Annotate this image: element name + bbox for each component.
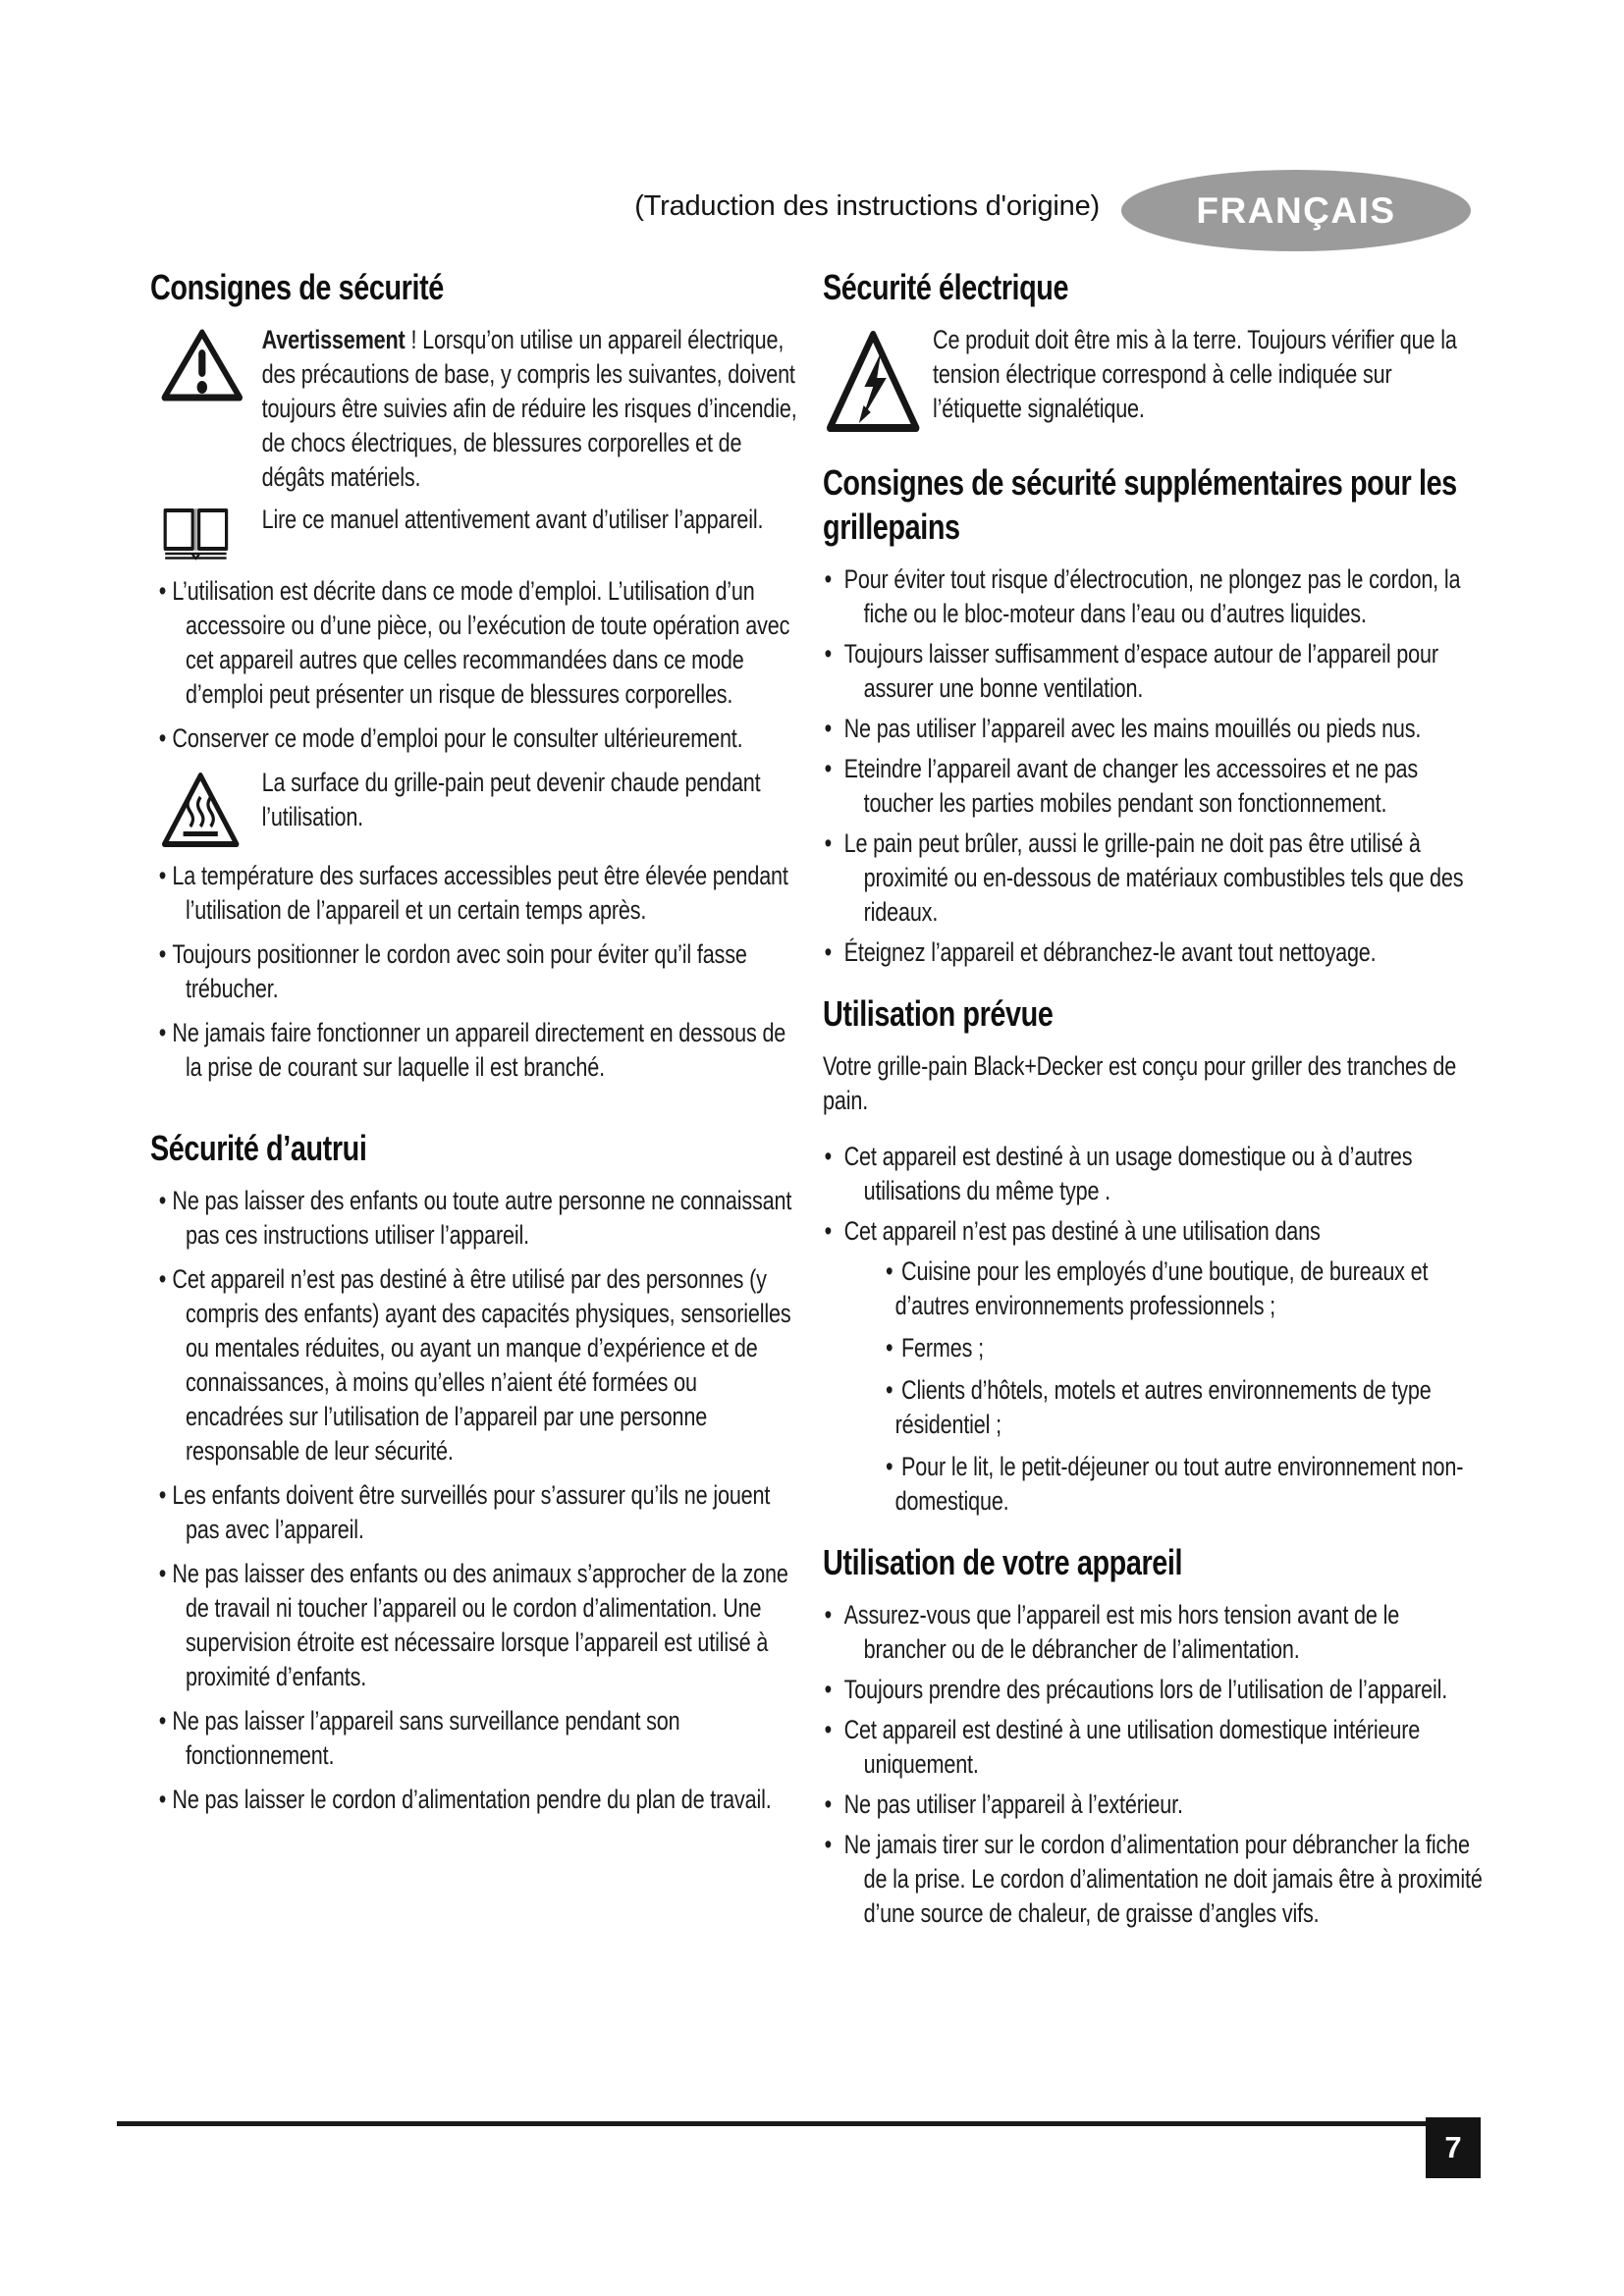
list-item: • Conserver ce mode d’emploi pour le consulter ultérieurement. (150, 721, 798, 756)
list-item: • Ne pas laisser le cordon d’alimentation pendre du plan de travail. (150, 1783, 798, 1817)
non-domestic-environments-list (823, 1255, 1484, 1519)
electrical-hazard-icon (823, 326, 923, 437)
list-item: • Ne pas laisser l’appareil sans surveillance pendant son fonctionnement. (150, 1704, 798, 1773)
section-title-consignes-securite: Consignes de sécurité (150, 267, 444, 307)
section-title-securite-autrui: Sécurité d’autrui (150, 1128, 367, 1168)
list-item: • Ne jamais faire fonctionner un appareil directement en dessous de la prise de courant sur laquelle il est branché. (150, 1016, 798, 1085)
list-item: • Ne jamais tirer sur le cordon d’alimentation pour débrancher la fiche de la prise. Le cordon d’alimentation ne doit jamais être à proximité d’une source de chaleur, de graisse d’angles vifs. (823, 1828, 1484, 1931)
section-title-utilisation-prevue: Utilisation prévue (823, 993, 1054, 1034)
warning-label: Avertissement (261, 325, 406, 354)
intended-use-intro: Votre grille-pain Black+Decker est conçu pour griller des tranches de pain. (823, 1051, 1457, 1115)
list-item: • Éteignez l’appareil et débranchez-le avant tout nettoyage. (823, 935, 1484, 970)
section-title-consignes-grillepains: Consignes de sécurité supplémentaires pour les grillepains (823, 462, 1457, 547)
book-icon-cell (150, 503, 262, 561)
warning-text (262, 323, 798, 495)
list-item: • Assurez-vous que l’appareil est mis hors tension avant de le brancher ou de le débrancher de l’alimentation. (823, 1598, 1484, 1667)
toaster-safety-list (823, 562, 1484, 970)
language-badge (1121, 170, 1471, 251)
others-safety-list (150, 1184, 798, 1817)
electrical-icon-cell (823, 323, 933, 437)
read-manual-block (150, 503, 798, 561)
warning-triangle-icon (159, 326, 245, 404)
page-number: 7 (1444, 2130, 1462, 2164)
list-item: • Eteindre l’appareil avant de changer les accessoires et ne pas toucher les parties mobiles pendant son fonctionnement. (823, 752, 1484, 821)
list-item: • Ne pas laisser des enfants ou toute autre personne ne connaissant pas ces instructions utiliser l’appareil. (150, 1184, 798, 1253)
list-item: • La température des surfaces accessibles peut être élevée pendant l’utilisation de l’appareil et un certain temps après. (150, 859, 798, 928)
list-item: • L’utilisation est décrite dans ce mode d’emploi. L’utilisation d’un accessoire ou d’une pièce, ou l’exécution de toute opération avec cet appareil autres que celles recommandées dans ce mode d’emploi peut présenter un risque de blessures corporelles. (150, 574, 798, 712)
open-book-icon (159, 506, 233, 561)
translation-note: (Traduction des instructions d'origine) (634, 190, 1100, 222)
electrical-safety-block (823, 323, 1484, 437)
list-item: • Clients d’hôtels, motels et autres environnements de type résidentiel ; (823, 1373, 1484, 1442)
list-item: • Cuisine pour les employés d’une boutique, de bureaux et d’autres environnements professionnels ; (823, 1255, 1484, 1323)
right-column (823, 265, 1484, 1937)
warning-body: ! Lorsqu’on utilise un appareil électrique, des précautions de base, y compris les suivantes, doivent toujours être suivies afin de réduire les risques d’incendie, de chocs électriques, de blessures corporelles et de dégâts matériels. (261, 325, 797, 492)
list-item: • Cet appareil n’est pas destiné à être utilisé par des personnes (y compris des enfants) ayant des capacités physiques, sensorielles ou mentales réduites, ou ayant un manque d’expérience et de connaissances, à moins qu’elles n’aient été formées ou encadrées sur l’utilisation de l’appareil par une personne responsable de leur sécurité. (150, 1262, 798, 1468)
warning-icon-cell (150, 323, 262, 404)
section-title-utilisation-appareil: Utilisation de votre appareil (823, 1542, 1183, 1582)
hot-surface-text: La surface du grille-pain peut devenir chaude pendant l’utilisation. (261, 768, 761, 831)
intended-use-list (823, 1140, 1484, 1249)
list-item: • Toujours prendre des précautions lors de l’utilisation de l’appareil. (823, 1673, 1484, 1707)
device-use-list (823, 1598, 1484, 1931)
list-item: • Cet appareil est destiné à une utilisation domestique intérieure uniquement. (823, 1713, 1484, 1782)
language-badge-label: FRANÇAIS (1196, 189, 1396, 231)
list-item: • Ne pas utiliser l’appareil avec les mains mouillés ou pieds nus. (823, 712, 1484, 746)
footer-rule (117, 2121, 1427, 2126)
warning-block (150, 323, 798, 495)
list-item: • Toujours laisser suffisamment d’espace autour de l’appareil pour assurer une bonne ventilation. (823, 637, 1484, 706)
list-item: • Toujours positionner le cordon avec soin pour éviter qu’il fasse trébucher. (150, 937, 798, 1006)
list-item: • Cet appareil n’est pas destiné à une utilisation dans (823, 1214, 1484, 1249)
list-item: • Pour le lit, le petit-déjeuner ou tout autre environnement non-domestique. (823, 1450, 1484, 1519)
list-item: • Ne pas utiliser l’appareil à l’extérieur. (823, 1788, 1484, 1822)
general-safety-list (150, 574, 798, 756)
hot-surface-icon (159, 769, 243, 851)
list-item: • Cet appareil est destiné à un usage domestique ou à d’autres utilisations du même type . (823, 1140, 1484, 1208)
surface-safety-list (150, 859, 798, 1085)
section-title-securite-electrique: Sécurité électrique (823, 267, 1069, 307)
page-number-badge (1426, 2117, 1481, 2178)
electrical-safety-text: Ce produit doit être mis à la terre. Toujours vérifier que la tension électrique correspond à celle indiquée sur l’étiquette signalétique. (933, 325, 1457, 423)
list-item: • Le pain peut brûler, aussi le grille-pain ne doit pas être utilisé à proximité ou en-dessous de matériaux combustibles tels que des rideaux. (823, 827, 1484, 930)
hot-surface-icon-cell (150, 766, 262, 851)
hot-surface-block (150, 766, 798, 851)
left-column (150, 265, 798, 1827)
list-item: • Fermes ; (823, 1331, 1484, 1365)
read-manual-text: Lire ce manuel attentivement avant d’utiliser l’appareil. (261, 505, 764, 534)
list-item: • Les enfants doivent être surveillés pour s’assurer qu’ils ne jouent pas avec l’appareil. (150, 1478, 798, 1547)
list-item: • Pour éviter tout risque d’électrocution, ne plongez pas le cordon, la fiche ou le bloc-moteur dans l’eau ou d’autres liquides. (823, 562, 1484, 631)
list-item: • Ne pas laisser des enfants ou des animaux s’approcher de la zone de travail ni toucher l’appareil ou le cordon d’alimentation. Une supervision étroite est nécessaire lorsque l’appareil est utilisé à proximité d’enfants. (150, 1557, 798, 1694)
